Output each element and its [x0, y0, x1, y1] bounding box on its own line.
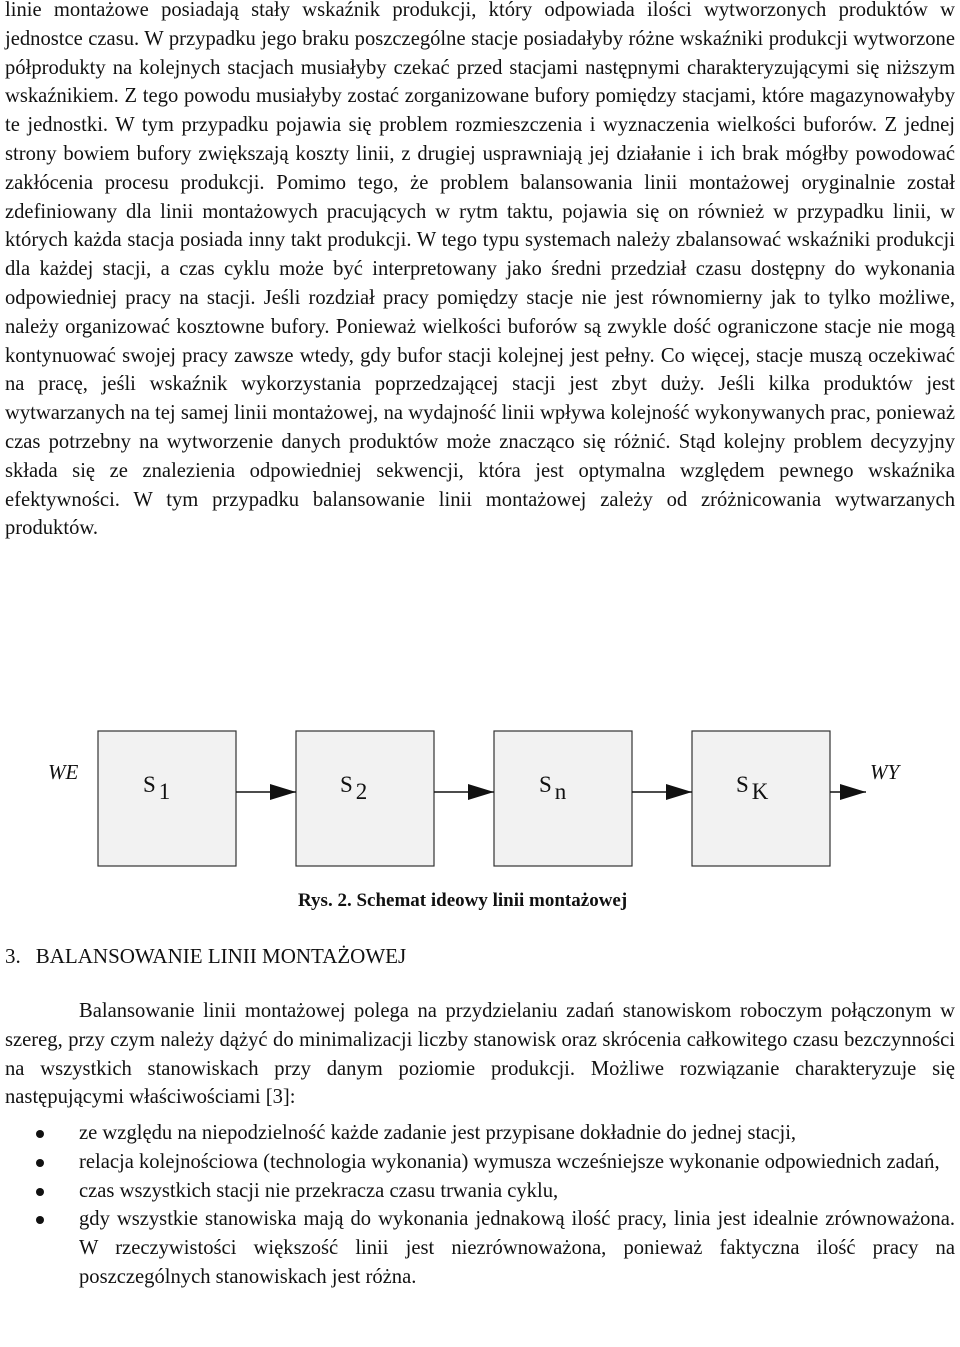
- station-label-4: S K: [736, 772, 769, 804]
- station-label-1: S 1: [143, 772, 171, 804]
- list-item: czas wszystkich stacji nie przekracza czasu trwania cyklu,: [0, 1177, 960, 1206]
- section-heading: [5, 942, 406, 970]
- output-label: WY: [870, 760, 900, 784]
- bullet-icon: [36, 1216, 44, 1224]
- list-item: relacja kolejnościowa (technologia wykonania) wymusza wcześniejsze wykonanie odpowiednich zadań,: [0, 1148, 960, 1177]
- input-label: WE: [48, 760, 79, 784]
- properties-list: [0, 1119, 960, 1292]
- bullet-icon: [36, 1159, 44, 1167]
- section-paragraph: Balansowanie linii montażowej polega na przydzielaniu zadań stanowiskom roboczym połączonym w szereg, przy czym należy dążyć do minimalizacji liczby stanowisk oraz skrócenia całkowitego czasu bezczynności na wszystkich stanowiskach przy danym poziomie produkcji. Możliwe rozwiązanie charakteryzuje się następującymi właściwościami [3]:: [5, 1000, 955, 1109]
- section-title: BALANSOWANIE LINII MONTAŻOWEJ: [35, 944, 407, 968]
- bullet-icon: [36, 1130, 44, 1138]
- bullet-icon: [36, 1188, 44, 1196]
- section-number: 3.: [5, 944, 21, 968]
- station-label-3: S n: [539, 772, 567, 804]
- figure-caption: Rys. 2. Schemat ideowy linii montażowej: [298, 890, 628, 911]
- intro-paragraph: linie montażowe posiadają stały wskaźnik produkcji, który odpowiada ilości wytworzonych produktów w jednostce czasu. W przypadku jego braku poszczególne stacje posiadałyby różne wskaźniki produkcji wytworzone półprodukty na kolejnych stacjach musiałyby czekać przed stacjami następnymi charakteryzującymi się niższym wskaźnikiem. Z tego powodu musiałyby zostać zorganizowane bufory pomiędzy stacjami, które magazynowałyby te jednostki. W tym przypadku pojawia się problem rozmieszczenia i wyznaczenia wielkości buforów. Z jednej strony bowiem bufory zwiększają koszty linii, z drugiej usprawniają jej działanie i ich brak mógłby powodować zakłócenia procesu produkcji. Pomimo tego, że problem balansowania linii montażowej oryginalnie został zdefiniowany dla linii montażowych pracujących w rytm taktu, pojawia się on również w przypadku linii, w których każda stacja posiada inny takt produkcji. W tego typu systemach należy zbalansować wskaźniki produkcji dla każdej stacji, a czas cyklu może być interpretowany jako średni przedział czasu dostępny do wykonania odpowiedniej pracy na stacji. Jeśli rozdział pracy pomiędzy stacje nie jest równomierny jak to tylko możliwe, należy organizować kosztowne bufory. Ponieważ wielkości buforów są zwykle dość ograniczone stacje nie mogą kontynuować swojej pracy zawsze wtedy, gdy bufor stacji kolejnej jest pełny. Co więcej, stacje muszą oczekiwać na pracę, jeśli wskaźnik wykorzystania poprzedzającej stacji jest zbyt duży. Jeśli kilka produktów jest wytwarzanych na tej samej linii montażowej, na wydajność linii wpływa kolejność wykonywanych prac, ponieważ czas potrzebny na wytworzenie danych produktów może znacząco się różnić. Stąd kolejny problem decyzyjny składa się ze znalezienia odpowiedniej sekwencji, która jest optymalna względem pewnego wskaźnika efektywności. W tym przypadku balansowanie linii montażowej zależy od zróżnicowania wytwarzanych produktów.: [5, 0, 955, 540]
- assembly-line-diagram: [0, 720, 960, 880]
- list-item: gdy wszystkie stanowiska mają do wykonania jednakową ilość pracy, linia jest idealnie zrównoważona. W rzeczywistości większość linii jest niezrównoważona, ponieważ faktyczna ilość pracy na poszczególnych stanowiskach jest różna.: [0, 1205, 960, 1291]
- assembly-line-diagram-graphics: [0, 720, 960, 880]
- list-item: ze względu na niepodzielność każde zadanie jest przypisane dokładnie do jednej stacji,: [0, 1119, 960, 1148]
- station-label-2: S 2: [340, 772, 368, 804]
